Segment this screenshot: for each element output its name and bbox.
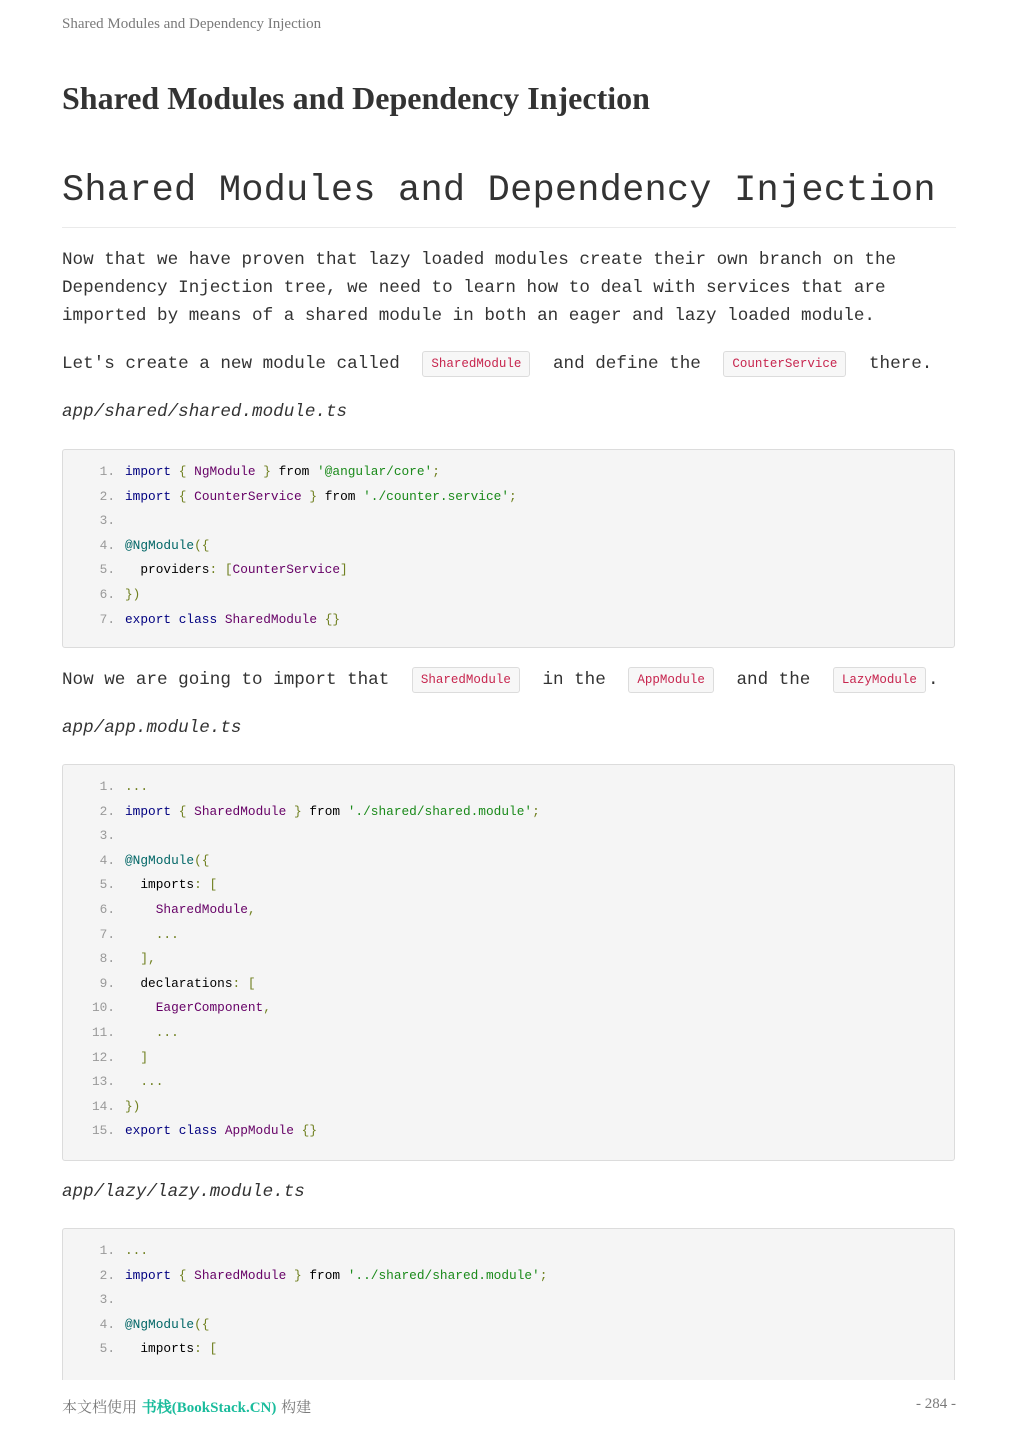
code-line: [63, 873, 954, 898]
code-line: [63, 534, 954, 559]
code-text: [125, 1095, 140, 1120]
line-number: 11.: [91, 1024, 115, 1040]
line-number: 8.: [99, 951, 115, 967]
code-line: [63, 558, 954, 583]
line-number: 6.: [99, 586, 115, 602]
code-token: [186, 1268, 194, 1283]
inline-code-lazy-module: LazyModule: [833, 667, 926, 693]
code-text: [125, 1337, 217, 1362]
line-number: 15.: [91, 1123, 115, 1139]
code-line: [63, 824, 954, 849]
code-token: export class: [125, 1123, 218, 1139]
page-title: Shared Modules and Dependency Injection: [62, 80, 650, 116]
code-token: [125, 1000, 156, 1015]
code-token: SharedModule: [224, 611, 317, 627]
code-line: [63, 923, 954, 948]
code-token: './counter.service': [363, 488, 510, 504]
code-token: ,: [263, 1000, 271, 1016]
code-token: ...: [155, 926, 179, 942]
code-token: [186, 804, 194, 819]
line-number: 13.: [91, 1074, 115, 1090]
code-text: [125, 849, 209, 874]
code-token: {}: [301, 1123, 318, 1139]
code-token: [171, 1268, 179, 1283]
code-token: [125, 902, 156, 917]
line-number: 10.: [91, 1000, 115, 1016]
paragraph-text: and the: [736, 670, 811, 690]
inline-code-counter-service: CounterService: [723, 351, 846, 377]
code-token: SharedModule: [155, 901, 248, 917]
code-line: [63, 1070, 954, 1095]
code-token: [171, 489, 179, 504]
code-text: [125, 947, 156, 972]
code-token: SharedModule: [194, 803, 287, 819]
code-token: CounterService: [232, 562, 341, 578]
code-token: : [: [194, 877, 218, 893]
code-token: ;: [539, 1267, 548, 1283]
code-token: declarations: [125, 975, 233, 991]
code-line: [63, 1288, 954, 1313]
code-token: imports: [125, 1341, 195, 1357]
code-token: [125, 951, 140, 966]
code-token: {: [178, 1267, 187, 1283]
paragraph-text: and define the: [553, 354, 701, 374]
code-token: }: [263, 464, 271, 479]
code-line: [63, 1337, 954, 1362]
code-token: ({: [194, 537, 210, 553]
running-header: Shared Modules and Dependency Injection: [62, 16, 322, 32]
file-label-app-module: app/app.module.ts: [62, 718, 242, 738]
line-number: 7.: [99, 611, 115, 627]
line-number: 4.: [99, 1316, 115, 1332]
code-token: [125, 927, 156, 942]
page-number: - 284 -: [916, 1396, 956, 1412]
code-text: [125, 558, 348, 583]
code-token: ...: [155, 1024, 179, 1040]
line-number: 3.: [99, 1292, 115, 1308]
code-token: }: [293, 803, 302, 819]
heading-divider: [62, 227, 956, 228]
code-line: [63, 898, 954, 923]
code-line: [63, 1046, 954, 1071]
code-token: EagerComponent: [155, 1000, 264, 1016]
code-token: ...: [125, 779, 149, 794]
code-line: [63, 460, 954, 485]
line-number: 1.: [99, 1243, 115, 1258]
import-paragraph: [62, 666, 939, 694]
code-token: [125, 1025, 156, 1040]
code-token: [125, 1050, 140, 1065]
code-token: [286, 1268, 294, 1283]
code-token: import: [125, 488, 172, 504]
code-line: [63, 947, 954, 972]
code-token: {: [178, 803, 187, 819]
code-text: [125, 1264, 547, 1289]
inline-code-app-module: AppModule: [628, 667, 714, 693]
code-token: export class: [125, 611, 218, 627]
line-number: 7.: [99, 926, 115, 942]
code-token: [217, 1123, 225, 1138]
line-number: 5.: [99, 877, 115, 893]
code-text: [125, 460, 440, 485]
code-token: from: [301, 1267, 348, 1283]
paragraph-text: Now we are going to import that: [62, 670, 390, 690]
code-text: [125, 608, 340, 633]
file-label-lazy-module: app/lazy/lazy.module.ts: [62, 1182, 305, 1202]
code-token: '@angular/core': [317, 464, 433, 479]
section-heading: Shared Modules and Dependency Injection: [62, 170, 936, 212]
inline-code-shared-module: SharedModule: [422, 351, 530, 377]
code-line: [63, 608, 954, 633]
code-text: [125, 534, 209, 559]
code-token: }: [293, 1267, 302, 1283]
paragraph-text: Let's create a new module called: [62, 354, 400, 374]
line-number: 12.: [91, 1049, 115, 1065]
code-token: ],: [140, 951, 156, 967]
line-number: 3.: [99, 513, 115, 529]
code-token: from: [270, 464, 318, 479]
code-text: [125, 1070, 163, 1095]
code-line: [63, 1313, 954, 1338]
code-text: [125, 775, 148, 800]
paragraph-text: in the: [542, 670, 606, 690]
paragraph-text: .: [927, 670, 939, 690]
code-token: ,: [247, 901, 256, 917]
code-text: [125, 1313, 209, 1338]
line-number: 9.: [99, 975, 115, 991]
code-line: [63, 1239, 954, 1264]
code-block-shared-module: [62, 449, 955, 648]
code-token: [286, 804, 294, 819]
code-line: [63, 1264, 954, 1289]
code-token: ;: [509, 488, 517, 504]
code-token: [171, 464, 179, 479]
paragraph-text: there.: [868, 354, 933, 374]
code-line: [63, 485, 954, 510]
code-token: NgModule: [194, 464, 256, 479]
code-line: [63, 996, 954, 1021]
code-token: : [: [232, 975, 256, 991]
footer-prefix: 本文档使用: [62, 1398, 142, 1416]
line-number: 1.: [99, 779, 115, 794]
code-token: from: [301, 803, 348, 819]
code-text: [125, 1021, 179, 1046]
code-token: providers: [125, 562, 210, 578]
code-token: ;: [432, 464, 440, 479]
line-number: 2.: [99, 1267, 115, 1283]
code-token: [186, 489, 194, 504]
line-number: 14.: [91, 1098, 115, 1114]
code-token: import: [125, 1267, 172, 1283]
line-number: 2.: [99, 488, 115, 504]
line-number: 4.: [99, 852, 115, 868]
code-token: [294, 1123, 302, 1138]
footer-credit: [62, 1396, 311, 1417]
code-text: [125, 923, 179, 948]
code-line: [63, 849, 954, 874]
file-label-shared-module: app/shared/shared.module.ts: [62, 402, 348, 422]
code-token: ({: [194, 1316, 210, 1332]
code-token: @NgModule: [125, 852, 195, 868]
inline-code-shared-module: SharedModule: [412, 667, 520, 693]
code-line: [63, 1095, 954, 1120]
footer-suffix: 构建: [276, 1398, 312, 1416]
code-text: [125, 485, 517, 510]
code-token: : [: [194, 1341, 218, 1357]
code-token: @NgModule: [125, 537, 195, 553]
code-token: ]: [140, 1049, 149, 1065]
code-token: ...: [140, 1074, 164, 1090]
code-token: {}: [324, 611, 341, 627]
code-token: }): [125, 1098, 141, 1114]
code-line: [63, 800, 954, 825]
code-line: [63, 509, 954, 534]
code-token: }): [125, 586, 141, 602]
line-number: 5.: [99, 562, 115, 578]
code-text: [125, 1239, 148, 1264]
code-block-lazy-module: [62, 1228, 955, 1388]
code-token: {: [178, 488, 187, 504]
code-text: [125, 898, 256, 923]
code-token: [186, 464, 194, 479]
code-token: '../shared/shared.module': [347, 1267, 540, 1283]
code-line: [63, 1119, 954, 1144]
code-text: [125, 873, 217, 898]
line-number: 5.: [99, 1341, 115, 1357]
footer-brand-link[interactable]: 书栈(BookStack.CN): [141, 1400, 277, 1416]
code-token: from: [317, 488, 364, 504]
code-text: [125, 1119, 317, 1144]
code-token: [171, 804, 179, 819]
code-token: import: [125, 803, 172, 819]
code-token: SharedModule: [194, 1267, 287, 1283]
code-line: [63, 1021, 954, 1046]
line-number: 4.: [99, 537, 115, 553]
line-number: 1.: [99, 464, 115, 479]
code-text: [125, 996, 271, 1021]
code-token: @NgModule: [125, 1316, 195, 1332]
code-token: ...: [125, 1243, 149, 1258]
code-text: [125, 1046, 148, 1071]
code-token: imports: [125, 877, 195, 893]
code-token: [317, 612, 325, 627]
code-token: './shared/shared.module': [347, 803, 533, 819]
line-number: 6.: [99, 901, 115, 917]
line-number: 3.: [99, 828, 115, 844]
code-token: [217, 612, 225, 627]
code-line: [63, 775, 954, 800]
code-line: [63, 972, 954, 997]
code-text: [125, 800, 540, 825]
code-token: AppModule: [224, 1123, 294, 1139]
code-token: ({: [194, 852, 210, 868]
code-text: [125, 972, 256, 997]
code-token: CounterService: [194, 488, 302, 504]
code-block-app-module: [62, 764, 955, 1161]
intro-paragraph: Now that we have proven that lazy loaded modules create their own branch on the Dependency Injection tree, we need to learn how to deal with services that are imported by means of a shared module in both an eager and lazy loaded module.: [62, 250, 897, 326]
code-token: [125, 1074, 140, 1089]
code-line: [63, 583, 954, 608]
code-token: ;: [532, 803, 540, 819]
shared-module-paragraph: [62, 350, 932, 378]
code-text: [125, 583, 140, 608]
code-token: }: [309, 488, 318, 504]
code-token: import: [125, 464, 172, 479]
code-token: {: [178, 464, 187, 479]
code-token: ]: [340, 562, 348, 578]
line-number: 2.: [99, 803, 115, 819]
code-token: : [: [209, 562, 233, 578]
